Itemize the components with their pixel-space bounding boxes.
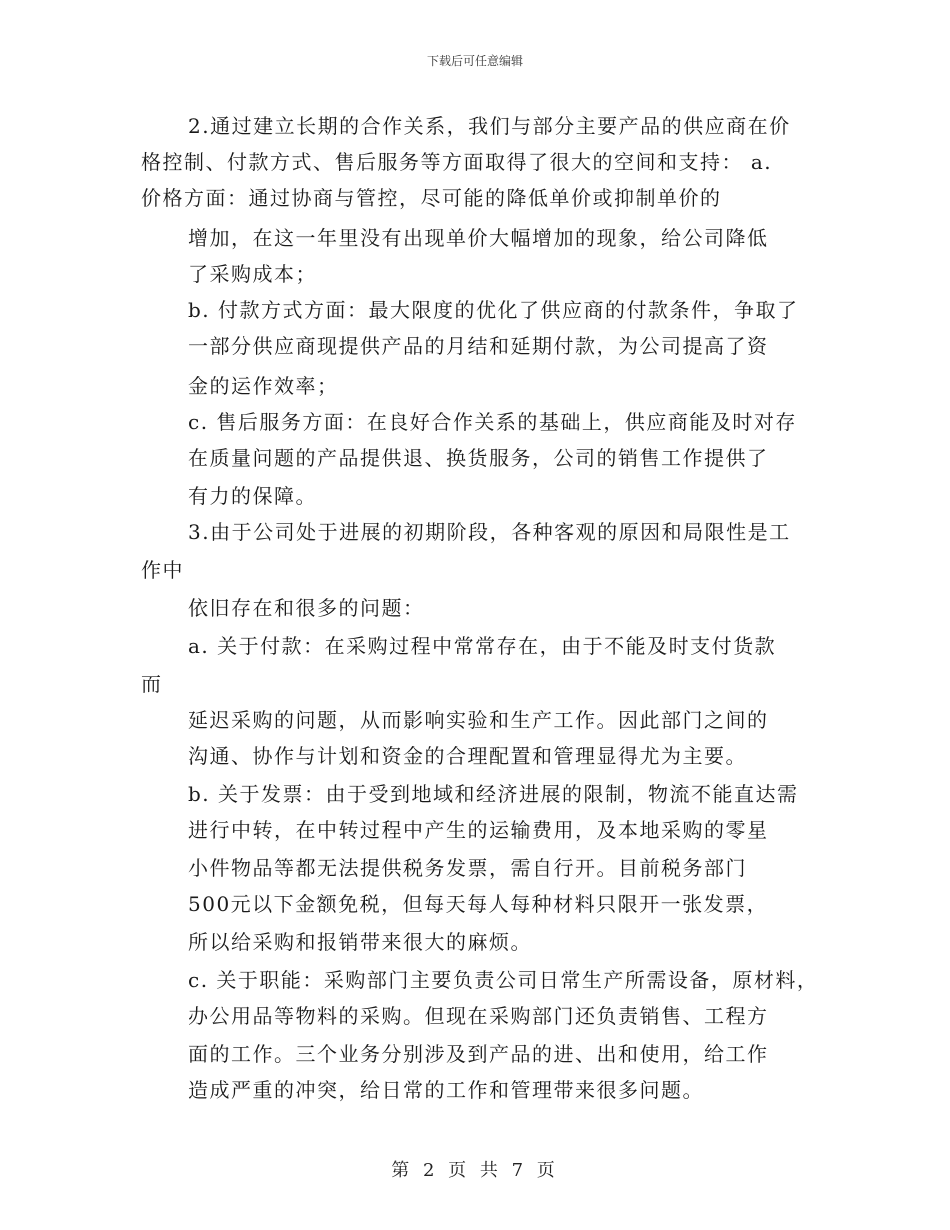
- text-line: 延迟采购的问题，从而影响实验和生产工作。因此部门之间的: [188, 708, 769, 732]
- text-line: 进行中转，在中转过程中产生的运输费用，及本地采购的零星: [188, 818, 769, 842]
- text-line: 小件物品等都无法提供税务发票，需自行开。目前税务部门: [188, 856, 747, 880]
- text-line: b. 关于发票：由于受到地域和经济进展的限制，物流不能直达需: [188, 782, 799, 806]
- text-line: c. 关于职能：采购部门主要负责公司日常生产所需设备，原材料，: [188, 968, 819, 992]
- text-line: 而: [141, 672, 163, 696]
- text-line: 在质量问题的产品提供退、换货服务，公司的销售工作提供了: [188, 446, 769, 470]
- text-line: 金的运作效率；: [188, 374, 339, 398]
- text-line: 作中: [141, 558, 184, 582]
- text-line: 面的工作。三个业务分别涉及到产品的进、出和使用，给工作: [188, 1042, 769, 1066]
- text-line: 格控制、付款方式、售后服务等方面取得了很大的空间和支持： a.: [141, 150, 773, 174]
- text-line: 了采购成本；: [188, 262, 317, 286]
- text-line: 价格方面：通过协商与管控，尽可能的降低单价或抑制单价的: [141, 186, 722, 210]
- text-line: 依旧存在和很多的问题：: [188, 596, 425, 620]
- text-line: b. 付款方式方面：最大限度的优化了供应商的付款条件，争取了: [188, 298, 799, 322]
- text-line: 增加，在这一年里没有出现单价大幅增加的现象，给公司降低: [188, 226, 769, 250]
- text-line: 500元以下金额免税，但每天每人每种材料只限开一张发票，: [188, 892, 769, 916]
- page-header: 下载后可任意编辑: [426, 54, 523, 68]
- text-line: 沟通、协作与计划和资金的合理配置和管理显得尤为主要。: [188, 744, 747, 768]
- text-line: 办公用品等物料的采购。但现在采购部门还负责销售、工程方: [188, 1004, 769, 1028]
- text-line: 所以给采购和报销带来很大的麻烦。: [188, 930, 532, 954]
- text-line: 一部分供应商现提供产品的月结和延期付款，为公司提高了资: [188, 334, 769, 358]
- text-line: c. 售后服务方面：在良好合作关系的基础上，供应商能及时对存: [188, 410, 797, 434]
- text-line: 3.由于公司处于进展的初期阶段，各种客观的原因和局限性是工: [188, 520, 791, 544]
- text-line: 2.通过建立长期的合作关系，我们与部分主要产品的供应商在价: [188, 114, 791, 138]
- page-footer: 第 2 页 共 7 页: [391, 1160, 559, 1181]
- text-line: 造成严重的冲突，给日常的工作和管理带来很多问题。: [188, 1078, 704, 1102]
- text-line: 有力的保障。: [188, 484, 317, 508]
- text-line: a. 关于付款：在采购过程中常常存在，由于不能及时支付货款: [188, 634, 777, 658]
